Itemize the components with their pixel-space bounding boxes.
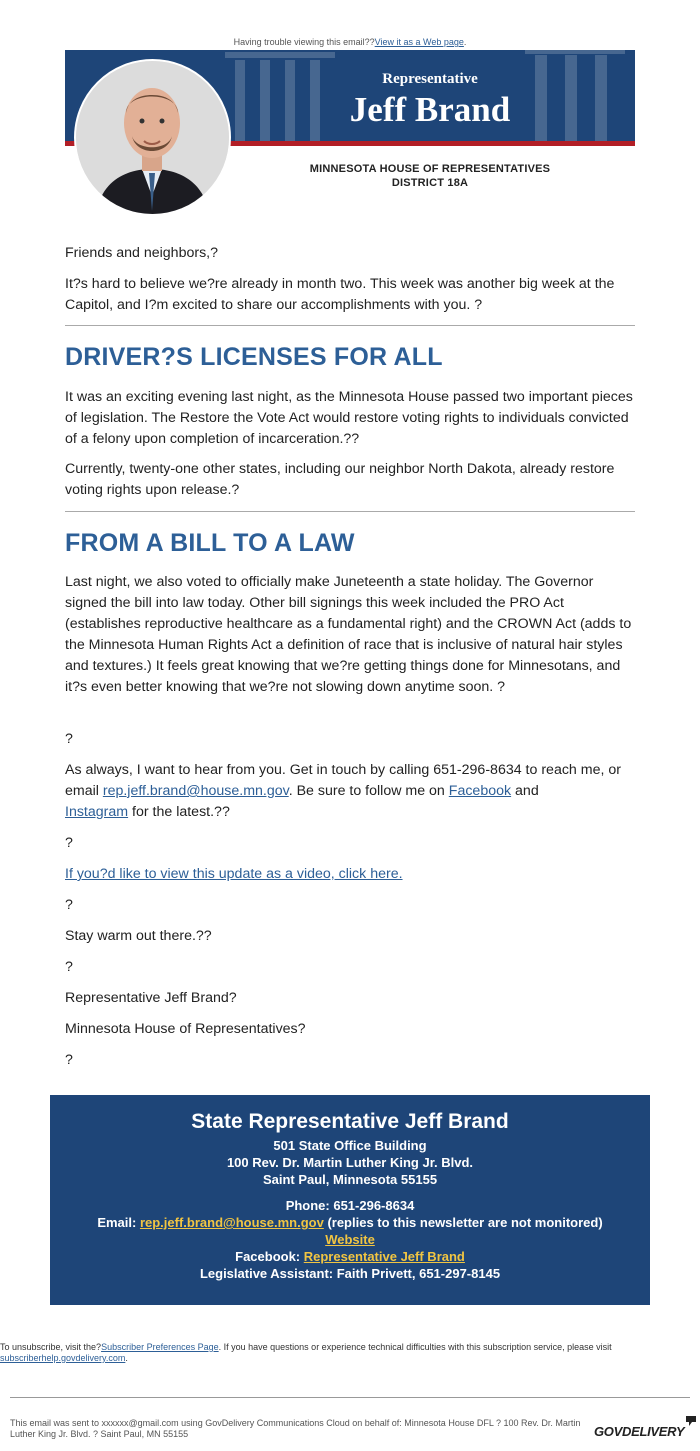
divider bbox=[65, 511, 635, 512]
unsubscribe-text: . bbox=[125, 1353, 128, 1363]
spacer-line bbox=[65, 833, 635, 854]
signoff bbox=[65, 926, 635, 947]
section1-paragraph-2 bbox=[65, 459, 635, 501]
contact-text: As always, I want to hear from you. Get in touch by calling 651-296-8634 to reach me, or email bbox=[65, 762, 621, 799]
footer-email-note: (replies to this newsletter are not monitored) bbox=[323, 1215, 603, 1230]
footer-email-line bbox=[50, 1214, 650, 1231]
section-heading: DRIVER?S LICENSES FOR ALL bbox=[65, 343, 443, 371]
govdelivery-flag-icon bbox=[686, 1416, 696, 1426]
footer-facebook-label: Facebook: bbox=[235, 1249, 304, 1264]
section1-paragraph bbox=[65, 387, 635, 450]
spacer-text: ? bbox=[65, 897, 73, 913]
section1-text-2: Currently, twenty-one other states, including our neighbor North Dakota, already restore voting rights upon release.? bbox=[65, 461, 615, 498]
footer-email-label: Email: bbox=[97, 1215, 140, 1230]
spacer-text: ? bbox=[65, 1052, 73, 1068]
divider bbox=[65, 325, 635, 326]
spacer-line bbox=[65, 729, 635, 750]
subscriber-help-link[interactable]: subscriberhelp.govdelivery.com bbox=[0, 1353, 126, 1363]
signature-org-text: Minnesota House of Representatives? bbox=[65, 1021, 306, 1037]
govdelivery-logo[interactable] bbox=[594, 1424, 684, 1439]
intro-text: It?s hard to believe we?re already in month two. This week was another big week at the Capitol, and I?m excited to share our accomplishments with you. ? bbox=[65, 276, 615, 313]
signature-org bbox=[65, 1019, 635, 1040]
govdelivery-wordmark: GOVDELIVERY bbox=[594, 1424, 685, 1439]
footer-assistant: Legislative Assistant: Faith Privett, 651-297-8145 bbox=[199, 1266, 501, 1281]
spacer-text: ? bbox=[65, 731, 73, 747]
spacer-text: ? bbox=[65, 959, 73, 975]
intro bbox=[65, 274, 635, 316]
signature-name-text: Representative Jeff Brand? bbox=[65, 990, 237, 1006]
preheader-period: . bbox=[463, 37, 467, 47]
signature-name bbox=[65, 988, 635, 1009]
district-label: DISTRICT 18A bbox=[391, 177, 469, 189]
signoff-text: Stay warm out there.?? bbox=[65, 928, 212, 944]
video-line bbox=[65, 864, 635, 885]
footer-website-line bbox=[50, 1231, 650, 1248]
contact-paragraph bbox=[65, 760, 635, 823]
instagram-link[interactable]: Instagram bbox=[65, 804, 129, 820]
footer-divider bbox=[10, 1397, 690, 1398]
view-web-link[interactable]: View it as a Web page bbox=[374, 37, 464, 47]
section-heading: FROM A BILL TO A LAW bbox=[65, 529, 355, 557]
section2-text: Last night, we also voted to officially make Juneteenth a state holiday. The Governor signed the bill into law today. Other bill signings this week included the PRO Act (establishes reproductive healthcare as a fundamental right) and the CROWN Act (adds to the Minnesota Human Rights Act a definition of race that is inclusive of natural hair styles and textures.) It feels great knowing that we?re getting things done for Minnesotans, and it?s even better knowing that we?re not slowing down anytime soon. ? bbox=[65, 574, 632, 695]
contact-text: . Be sure to follow me on bbox=[288, 783, 449, 799]
footer-address-1: 501 State Office Building bbox=[273, 1138, 427, 1153]
spacer-line bbox=[65, 1050, 635, 1071]
greeting bbox=[65, 243, 635, 264]
video-link[interactable]: If you?d like to view this update as a video, click here. bbox=[65, 866, 403, 882]
representative-photo bbox=[74, 59, 231, 216]
email-link[interactable]: rep.jeff.brand@house.mn.gov bbox=[102, 783, 289, 799]
unsubscribe-text: . If you have questions or experience technical difficulties with this subscription service, please visit bbox=[218, 1342, 612, 1352]
facebook-link[interactable]: Facebook bbox=[448, 783, 512, 799]
footer-address-3: Saint Paul, Minnesota 55155 bbox=[262, 1172, 438, 1187]
footer-address-2: 100 Rev. Dr. Martin Luther King Jr. Blvd. bbox=[226, 1155, 474, 1170]
section1-text: It was an exciting evening last night, as the Minnesota House passed two important pieces of legislation. The Restore the Vote Act would restore voting rights to individuals convicted of a felony upon completion of incarceration.?? bbox=[65, 389, 633, 447]
footer-facebook-line bbox=[50, 1248, 650, 1265]
preheader-text: Having trouble viewing this email?? bbox=[233, 37, 375, 47]
contact-text: for the latest.?? bbox=[128, 804, 230, 820]
banner-title-small: Representative bbox=[382, 71, 478, 87]
footer-facebook-link[interactable]: Representative Jeff Brand bbox=[303, 1249, 465, 1264]
organization-block bbox=[300, 162, 560, 190]
footer-title: State Representative Jeff Brand bbox=[191, 1110, 509, 1133]
contact-text: and bbox=[511, 783, 539, 799]
unsubscribe-notice bbox=[0, 1342, 700, 1364]
spacer-text: ? bbox=[65, 835, 73, 851]
footer-phone: Phone: 651-296-8634 bbox=[285, 1198, 415, 1213]
subscriber-preferences-link[interactable]: Subscriber Preferences Page bbox=[101, 1342, 219, 1352]
greeting-text: Friends and neighbors,? bbox=[65, 245, 219, 261]
footer-email-link[interactable]: rep.jeff.brand@house.mn.gov bbox=[139, 1215, 324, 1230]
organization-name: MINNESOTA HOUSE OF REPRESENTATIVES bbox=[309, 163, 551, 175]
spacer-line bbox=[65, 957, 635, 978]
contact-footer bbox=[50, 1095, 650, 1305]
preheader bbox=[0, 37, 700, 47]
spacer-line bbox=[65, 895, 635, 916]
footer-website-link[interactable]: Website bbox=[325, 1232, 375, 1247]
banner-title-name: Jeff Brand bbox=[349, 90, 511, 129]
sent-to-notice: This email was sent to xxxxxx@gmail.com using GovDelivery Communications Cloud on behalf of: Minnesota House DFL ? 100 Rev. Dr. Martin Luther King Jr. Blvd. ? Saint Paul, MN 55155 bbox=[10, 1418, 581, 1439]
section2-paragraph bbox=[65, 572, 635, 698]
unsubscribe-text: To unsubscribe, visit the? bbox=[0, 1342, 102, 1352]
